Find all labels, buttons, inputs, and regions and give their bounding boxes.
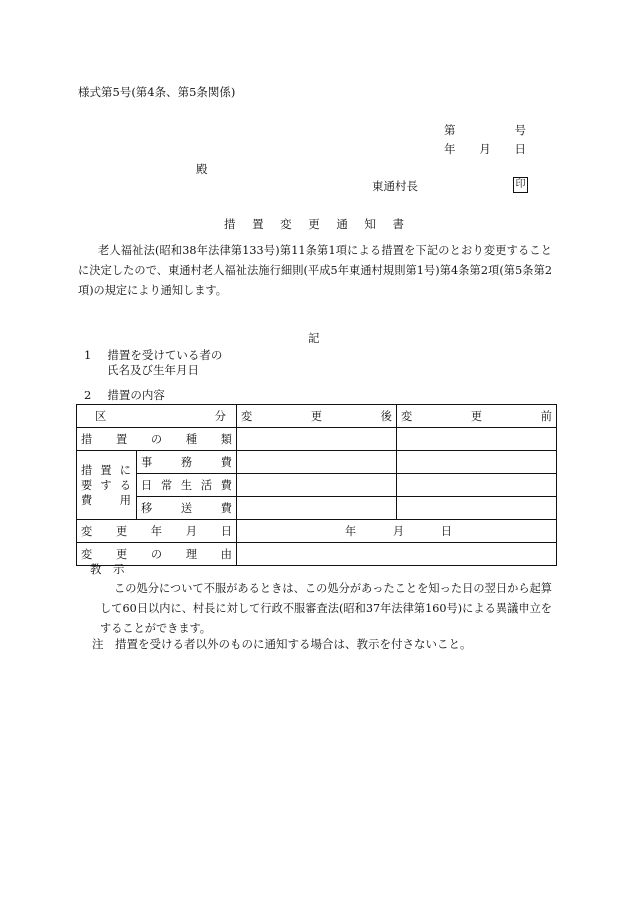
ki-heading: 記	[308, 331, 320, 345]
note: 注 措置を受ける者以外のものに通知する場合は、教示を付さないこと。	[92, 637, 472, 651]
seal-mark: 印	[513, 177, 528, 193]
document-number: 第 号	[444, 123, 526, 137]
body-paragraph: 老人福祉法(昭和38年法律第133号)第11条第1項による措置を下記のとおり変更することに決定したので、東通村老人福祉法施行細則(平成5年東通村規則第1号)第4条第2項(第5条第2項)の規定により通知します。	[78, 244, 552, 297]
cost-transport-after-cell[interactable]	[237, 497, 397, 520]
type-after-cell[interactable]	[237, 428, 397, 451]
table-row-cost-3	[77, 497, 557, 520]
cost-office-after-cell[interactable]	[237, 451, 397, 474]
cost-transport-before-cell[interactable]	[397, 497, 557, 520]
sender-name: 東通村長	[372, 179, 418, 193]
header-after: 変 更 後	[237, 405, 397, 428]
cost-transport-label: 移 送 費	[137, 497, 237, 520]
kyoji-text: この処分について不服があるときは、この処分があったことを知った日の翌日から起算して60日以内に、村長に対して行政不服審査法(昭和37年法律第160号)による異議申立をすることができます。	[100, 582, 552, 635]
cost-living-after-cell[interactable]	[237, 474, 397, 497]
type-label: 措 置 の 種 類	[77, 428, 237, 451]
table-row-change-date	[77, 520, 557, 543]
document-title: 措 置 変 更 通 知 書	[224, 217, 404, 231]
cost-living-before-cell[interactable]	[397, 474, 557, 497]
cost-label: 措 置 に 要 す る 費 用	[77, 451, 137, 520]
cost-office-label: 事 務 費	[137, 451, 237, 474]
table-header-row	[77, 405, 557, 428]
table-row-cost-2	[77, 474, 557, 497]
table-row-type	[77, 428, 557, 451]
item-1-sub: 氏名及び生年月日	[107, 363, 199, 377]
measures-table	[76, 404, 557, 566]
change-date-label: 変 更 年 月 日	[77, 520, 237, 543]
header-category: 区 分	[77, 405, 237, 428]
header-before: 変 更 前	[397, 405, 557, 428]
form-number-label: 様式第5号(第4条、第5条関係)	[78, 85, 236, 99]
change-date-value[interactable]: 年 月 日	[237, 520, 557, 543]
kyoji-heading: 教 示	[90, 562, 125, 576]
table-row-reason	[77, 543, 557, 566]
addressee-honorific: 殿	[196, 162, 208, 176]
cost-living-label: 日 常 生 活 費	[137, 474, 237, 497]
reason-value[interactable]	[237, 543, 557, 566]
table-row-cost-1	[77, 451, 557, 474]
item-2: 2 措置の内容	[84, 388, 165, 402]
reason-label: 変 更 の 理 由	[77, 543, 237, 566]
cost-office-before-cell[interactable]	[397, 451, 557, 474]
type-before-cell[interactable]	[397, 428, 557, 451]
document-date: 年 月 日	[444, 142, 526, 156]
item-1: 1 措置を受けている者の	[84, 348, 223, 362]
